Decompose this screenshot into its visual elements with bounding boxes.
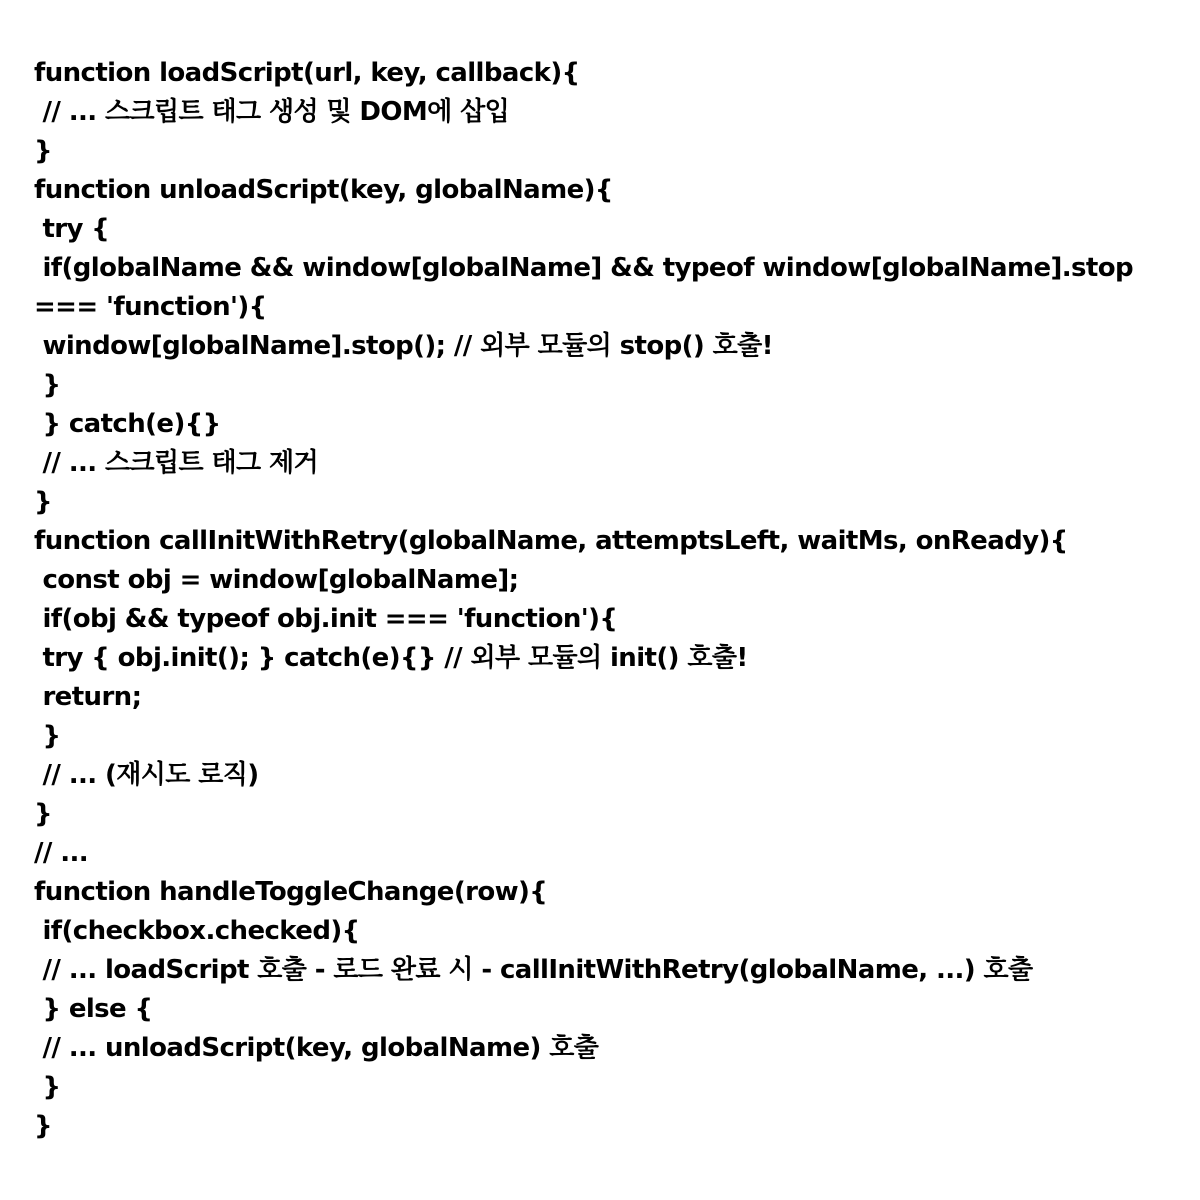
- code-line: }: [34, 799, 52, 829]
- code-line: if(globalName && window[globalName] && typeof window[globalName].stop: [34, 253, 1134, 283]
- code-line: try {: [34, 214, 110, 244]
- code-line: function callInitWithRetry(globalName, attemptsLeft, waitMs, onReady){: [34, 526, 1068, 556]
- code-line: return;: [34, 682, 142, 712]
- code-line: if(obj && typeof obj.init === 'function'){: [34, 604, 618, 634]
- code-line: function handleToggleChange(row){: [34, 877, 548, 907]
- code-line: // ... loadScript 호출 - 로드 완료 시 - callInitWithRetry(globalName, ...) 호출: [34, 955, 1033, 985]
- code-line: }: [34, 1072, 61, 1102]
- code-line: // ... (재시도 로직): [34, 760, 259, 790]
- code-line: try { obj.init(); } catch(e){} // 외부 모듈의 init() 호출!: [34, 643, 748, 673]
- code-line: if(checkbox.checked){: [34, 916, 360, 946]
- code-line: function loadScript(url, key, callback){: [34, 58, 580, 88]
- code-line: }: [34, 136, 52, 166]
- code-line: // ...: [34, 838, 89, 868]
- code-line: // ... 스크립트 태그 제거: [34, 448, 319, 478]
- code-line: // ... unloadScript(key, globalName) 호출: [34, 1033, 599, 1063]
- code-line: const obj = window[globalName];: [34, 565, 519, 595]
- code-document: [34, 54, 1184, 1146]
- code-line: // ... 스크립트 태그 생성 및 DOM에 삽입: [34, 97, 510, 127]
- code-line: window[globalName].stop(); // 외부 모듈의 stop() 호출!: [34, 331, 773, 361]
- code-line: function unloadScript(key, globalName){: [34, 175, 613, 205]
- code-line: } catch(e){}: [34, 409, 221, 439]
- code-line: }: [34, 721, 61, 751]
- code-line: === 'function'){: [34, 292, 267, 322]
- code-line: } else {: [34, 994, 153, 1024]
- code-line: }: [34, 370, 61, 400]
- code-line: }: [34, 487, 52, 517]
- code-line: }: [34, 1111, 52, 1141]
